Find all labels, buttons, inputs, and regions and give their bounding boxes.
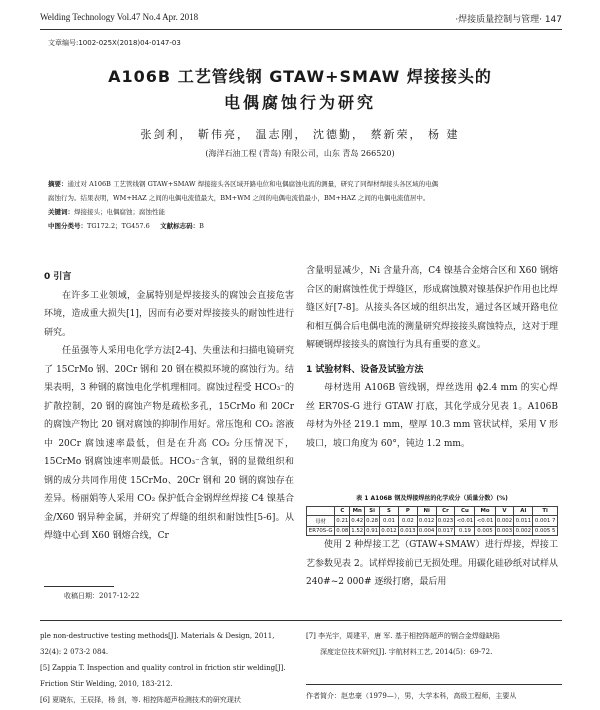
abstract-label: 摘要： — [48, 180, 68, 188]
title-line-2: 电偶腐蚀行为研究 — [223, 93, 376, 112]
section-0-heading: 0 引言 — [44, 272, 72, 282]
table-header-cell: Ti — [533, 507, 558, 516]
table-row — [307, 516, 558, 527]
table-header-cell: S — [380, 507, 399, 516]
header-rule — [40, 29, 562, 30]
abstract-line-1 — [48, 178, 552, 190]
table-header-cell: V — [495, 507, 514, 516]
right-paragraph-2: 母材选用 A106B 管线钢，焊丝选用 ϕ2.4 mm 的实心焊丝 ER70S-G 进行 GTAW 打底，其化学成分见表 1。A106B 母材为外径 219.1 mm，壁厚 10.3 mm 管状试样，采用 V 形坡口，坡口角度为 60°，钝边 1.2 mm。 — [306, 383, 558, 449]
table-cell: ER70S-G — [307, 527, 335, 536]
table-cell: <0.01 — [475, 516, 495, 527]
keywords-line — [48, 206, 552, 218]
reference-item: [7] 李光宇，周建平，唐 军. 基于相控阵超声的钢合金焊缝缺陷 — [306, 632, 500, 640]
table-cell: 0.08 — [336, 528, 349, 534]
running-header-right: ·焊接质量控制与管理· 147 — [455, 15, 562, 25]
composition-table — [306, 506, 558, 536]
left-column — [44, 268, 294, 546]
table-header-cell: Cu — [455, 507, 475, 516]
table-cell: <0.01 — [455, 516, 475, 527]
table-cell: 1.52 — [351, 528, 364, 534]
clc-label: 中图分类号： — [48, 222, 87, 230]
table-header-row — [307, 507, 558, 516]
references-rule — [40, 620, 562, 621]
doc-code-value: B — [199, 222, 204, 230]
table-row — [307, 527, 558, 536]
table-cell: 0.42 — [350, 516, 365, 527]
table-1-caption: 表 1 A106B 钢及焊接焊丝的化学成分（质量分数）(%) — [356, 495, 508, 502]
table-header-cell: C — [335, 507, 350, 516]
author-note-rule — [306, 684, 562, 685]
author-list: 张剑利， 靳伟亮， 温志刚， 沈德勤， 蔡新荣， 杨 建 — [140, 128, 460, 141]
running-header-left: Welding Technology Vol.47 No.4 Apr. 2018 — [40, 12, 199, 22]
footnote-rule — [44, 586, 114, 587]
classification-line — [48, 220, 552, 232]
table-header-cell — [307, 507, 335, 516]
table-header-cell: Cr — [436, 507, 455, 516]
article-number: 文章编号:1002-025X(2018)04-0147-03 — [48, 39, 181, 47]
table-header-cell: Mn — [350, 507, 365, 516]
table-cell: 0.023 — [436, 516, 455, 527]
table-cell: 0.005 — [475, 527, 495, 536]
table-cell: 0.001 7 — [533, 516, 558, 527]
table-cell: 0.28 — [365, 516, 380, 527]
references-right — [306, 628, 558, 660]
reference-item: 深度定位技术研究[J]. 宇航材料工艺, 2014(5)：69-72. — [320, 648, 493, 656]
table-header-cell: Mo — [475, 507, 495, 516]
author-note: 作者简介：赵忠豪（1979—），男，大学本科，高级工程师，主要从 — [306, 692, 517, 700]
reference-item: ple non-destructive testing methods[J]. Materials & Design, 2011, 32(4): 2 073-2 084. — [40, 632, 275, 656]
table-cell: 0.002 — [515, 528, 531, 534]
table-cell: 0.012 — [381, 528, 397, 534]
table-cell: 0.002 — [495, 516, 514, 527]
table-cell: 母材 — [307, 516, 335, 527]
table-cell: 0.003 — [496, 528, 513, 534]
table-cell: 0.21 — [335, 516, 350, 527]
right-column-continued — [306, 536, 558, 592]
table-cell: 0.011 — [514, 516, 533, 527]
table-header-cell: Si — [365, 507, 380, 516]
table-cell: 0.005 5 — [533, 527, 558, 536]
doc-code-label: 文献标志码： — [160, 222, 200, 230]
right-paragraph-1: 含量明显减少，Ni 含量升高，C4 镍基合金熔合区和 X60 钢熔合区的耐腐蚀性优于焊缝区，形成腐蚀膜对镍基保护作用也比焊缝区好[7-8]。从接头各区域的组织出发，通过各区域开路电位和相互偶合后电偶电流的测量研究焊接接头腐蚀特点，这对于理解硬钢焊接接头的腐蚀行为具有重要的意义。 — [306, 266, 559, 350]
abstract-line-2: 腐蚀行为。结果表明，WM+HAZ 之间的电偶电流值最大，BM+WM 之间的电偶电流值最小，BM+HAZ 之间的电偶电流值居中。 — [48, 194, 430, 202]
table-cell: 0.01 — [380, 516, 399, 527]
reference-item: [5] Zappia T. Inspection and quality control in friction stir welding[J]. Friction Stir Welding, 2010, 183-212. — [40, 664, 286, 688]
references-left — [40, 628, 292, 708]
keywords: 焊接接头；电偶腐蚀；腐蚀性能 — [74, 208, 165, 216]
table-cell: 0.91 — [366, 528, 379, 534]
intro-paragraph-1: 在许多工业领域，金属特别是焊接接头的腐蚀会直接危害环境，造成重大损失[1]，因而有必要对焊接接头的耐蚀性进行研究。 — [44, 290, 294, 338]
table-cell: 0.19 — [455, 527, 475, 536]
table-cell: 0.012 — [417, 516, 436, 527]
clc-value: TG172.2；TG457.6 — [87, 222, 150, 230]
table-header-cell: P — [398, 507, 417, 516]
title-line-1: A106B 工艺管线钢 GTAW+SMAW 焊接接头的 — [108, 67, 492, 86]
table-header-cell: Al — [514, 507, 533, 516]
table-header-cell: Ni — [417, 507, 436, 516]
table-cell: 0.017 — [437, 528, 454, 534]
reference-item: [6] 夏晓东，王辰择，杨 剑，等. 相控阵超声检测技术的研究现状 — [40, 696, 241, 704]
table-cell: 0.02 — [398, 516, 417, 527]
keywords-label: 关键词： — [48, 208, 74, 216]
abstract-text-1: 通过对 A106B 工艺管线钢 GTAW+SMAW 焊接接头各区域开路电位和电偶腐蚀电流的测量，研究了同焊材焊接头各区域的电偶 — [67, 180, 439, 188]
table-cell: 0.004 — [418, 528, 435, 534]
right-paragraph-3: 使用 2 种焊接工艺（GTAW+SMAW）进行焊接，焊接工艺参数见表 2。试样焊接前已无损处理。用碳化硅砂纸对试样从 240#~2 000# 逐级打磨，最后用 — [306, 540, 558, 587]
section-1-heading: 1 试验材料、设备及试验方法 — [306, 364, 424, 375]
table-cell: 0.013 — [400, 528, 416, 534]
affiliation: (海洋石油工程 (青岛) 有限公司，山东 青岛 266520) — [205, 149, 395, 158]
received-date: 收稿日期：2017-12-22 — [64, 592, 140, 600]
intro-paragraph-2: 任虽强等人采用电化学方法[2-4]、失重法和扫描电镜研究了 15CrMo 钢、20Cr 钢和 20 钢在模拟环境的腐蚀行为。结果表明，3 种钢的腐蚀电化学机理相同。腐蚀过程受 HCO₃⁻的扩散控制，20 钢的腐蚀产物是疏松多孔，15CrMo 和 20Cr 的腐蚀产物比 20 钢对腐蚀的抑制作用好。常压饱和 CO₂ 溶液中 20Cr 腐蚀速率最低，但是在升高 CO₂ 分压情况下，15CrMo 钢腐蚀速率则最低。HCO₃⁻含氧，钢的显微组织和钢的成分共同作用使 15CrMo、20Cr 钢和 20 钢的腐蚀存在差异。杨丽娟等人采用 CO₂ 保护低合金钢焊丝焊接 C4 镍基合金/X60 钢异种金属，并研究了焊缝的组织和耐蚀性[5-6]。从焊缝中心到 X60 钢熔合线，Cr — [44, 346, 294, 541]
right-column — [306, 262, 558, 453]
